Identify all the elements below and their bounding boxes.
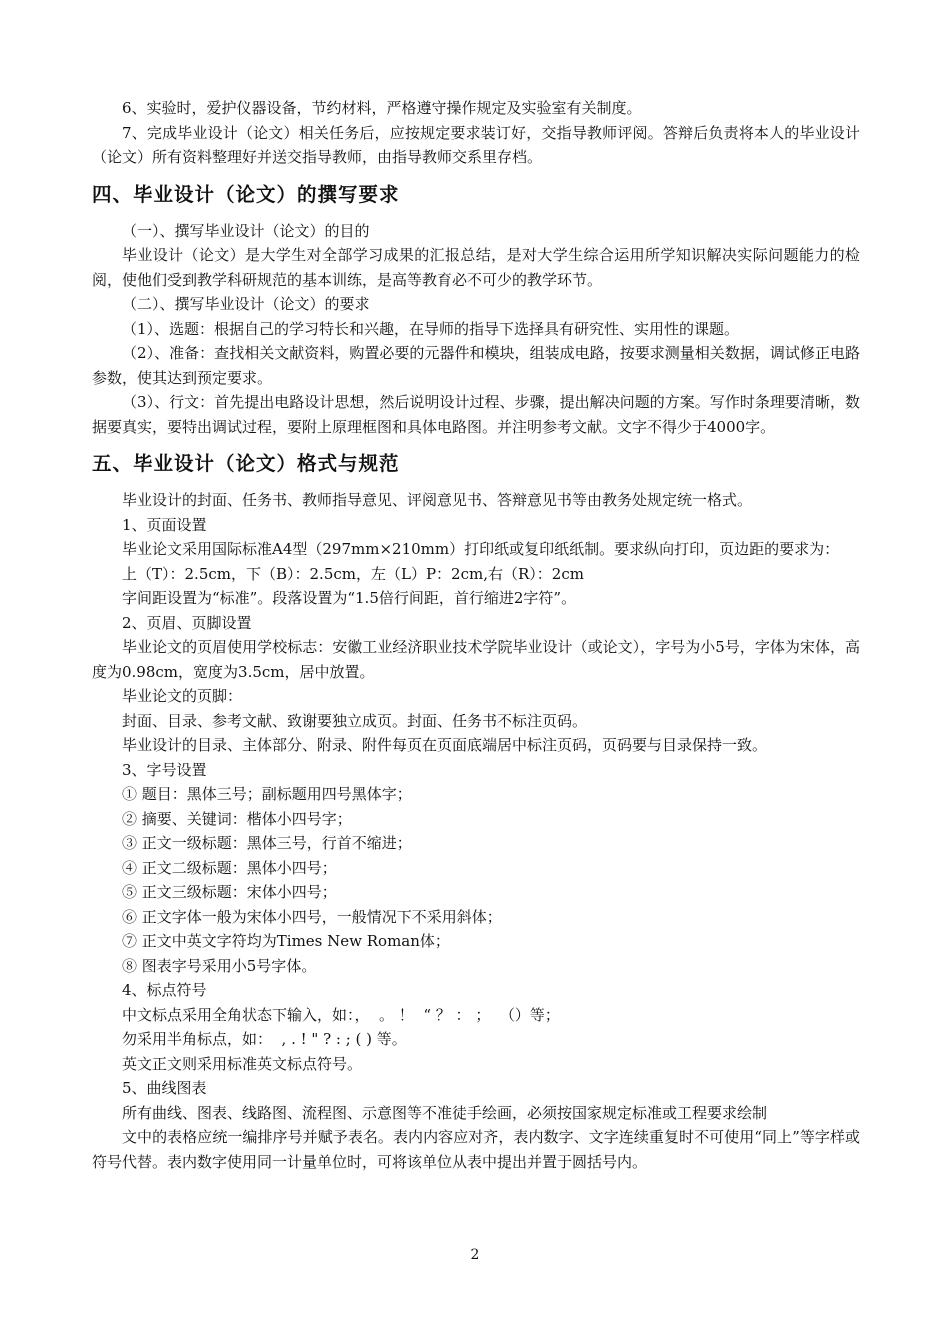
font-size-item-3: ③ 正文一级标题：黑体三号，行首不缩进； [122,834,412,852]
font-size-item-7: ⑦ 正文中英文字符均为Times New Roman体； [122,932,450,950]
header-footer-title: 2、页眉、页脚设置 [122,613,252,632]
footer-title: 毕业论文的页脚： [122,687,243,705]
charts-text-1: 所有曲线、图表、线路图、流程图、示意图等不准徒手绘画，必须按国家规定标准或工程要求绘制 [122,1103,768,1122]
charts-title: 5、曲线图表 [122,1079,207,1097]
charts-text-2: 文中的表格应统一编排序号并赋予表名。表内内容应对齐，表内数字、文字连续重复时不可使用“同上”等字样或符号代替。表内数字使用同一计量单位时，可将该单位从表中提出并置于圆括号内。 [92,1128,860,1171]
section4-req-3: （3）、行文：首先提出电路设计思想，然后说明设计过程、步骤，提出解决问题的方案。写作时条理要清晰，数据要真实，要特出调试过程，要附上原理框图和具体电路图。并注明参考文献。文字不得少于4000字。 [92,393,860,436]
footer-text-2: 毕业设计的目录、主体部分、附录、附件每页在页面底端居中标注页码，页码要与目录保持一致。 [122,736,768,754]
section3-item-6: 6、实验时，爱护仪器设备，节约材料，严格遵守操作规定及实验室有关制度。 [122,99,642,117]
punctuation-chinese: 中文标点采用全角状态下输入，如：， 。 ！ “ ？ ： ； （）等； [122,1005,560,1024]
font-size-item-5: ⑤ 正文三级标题：宋体小四号； [122,883,337,901]
font-size-title: 3、字号设置 [122,760,207,779]
page-number: 2 [470,1247,480,1263]
page-setup-spacing: 字间距设置为“标准”。段落设置为“1.5倍行间距，首行缩进2字符”。 [122,589,577,607]
footer-text-1: 封面、目录、参考文献、致谢要独立成页。封面、任务书不标注页码。 [122,711,588,730]
section3-item-7: 7、完成毕业设计（论文）相关任务后，应按规定要求装订好，交指导教师评阅。答辩后负责将本人的毕业设计（论文）所有资料整理好并送交指导教师，由指导教师交系里存档。 [92,123,860,166]
section4-sub1-title: （一）、撰写毕业设计（论文）的目的 [122,221,370,240]
page-setup-title: 1、页面设置 [122,515,207,534]
font-size-item-2: ② 摘要、关键词：楷体小四号字； [122,809,352,828]
section4-req-1: （1）、选题：根据自己的学习特长和兴趣，在导师的指导下选择具有研究性、实用性的课题。 [122,319,740,338]
header-setting-text: 毕业论文的页眉使用学校标志：安徽工业经济职业技术学院毕业设计（或论文），字号为小5号，字体为宋体，高度为0.98cm，宽度为3.5cm，居中放置。 [92,638,860,681]
section5-intro: 毕业设计的封面、任务书、教师指导意见、评阅意见书、答辩意见书等由教务处规定统一格式。 [122,491,753,509]
punctuation-halfwidth: 勿采用半角标点，如： , . ! " ? : ; ( ) 等。 [122,1030,407,1048]
font-size-item-1: ① 题目：黑体三号；副标题用四号黑体字； [122,785,412,803]
page-body [92,96,860,1174]
section4-sub2-title: （二）、撰写毕业设计（论文）的要求 [122,295,370,313]
section4-req-2: （2）、准备：查找相关文献资料，购置必要的元器件和模块，组装成电路，按要求测量相关数据，调试修正电路参数，使其达到预定要求。 [92,344,860,387]
section4-sub1-text: 毕业设计（论文）是大学生对全部学习成果的汇报总结，是对大学生综合运用所学知识解决实际问题能力的检阅，使他们受到教学科研规范的基本训练，是高等教育必不可少的教学环节。 [92,246,860,289]
page-setup-paper: 毕业论文采用国际标准A4型（297mm×210mm）打印纸或复印纸纸制。要求纵向打印，页边距的要求为： [122,540,840,558]
font-size-item-4: ④ 正文二级标题：黑体小四号； [122,858,337,877]
font-size-item-8: ⑧ 图表字号采用小5号字体。 [122,956,317,975]
punctuation-title: 4、标点符号 [122,981,207,999]
section4-heading: 四、毕业设计（论文）的撰写要求 [92,182,400,206]
punctuation-english: 英文正文则采用标准英文标点符号。 [122,1054,363,1073]
page-setup-margins: 上（T）：2.5cm，下（B）：2.5cm，左（L）P：2cm,右（R）：2cm [122,564,584,583]
section5-heading: 五、毕业设计（论文）格式与规范 [92,452,400,475]
font-size-item-6: ⑥ 正文字体一般为宋体小四号，一般情况下不采用斜体； [122,907,502,926]
